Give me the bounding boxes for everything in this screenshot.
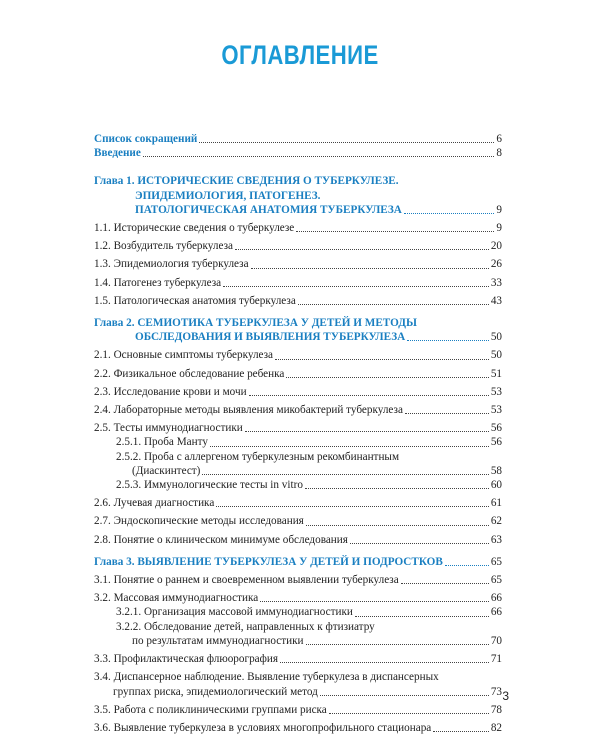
toc-entry[interactable]: 3.5. Работа с поликлиническими группами риска 78 (94, 703, 502, 716)
toc-subentry[interactable]: 3.2.1. Организация массовой иммунодиагностики 66 (116, 606, 502, 619)
toc-entry[interactable]: 1.5. Патологическая анатомия туберкулеза 43 (94, 294, 502, 307)
toc-entry[interactable]: 1.4. Патогенез туберкулеза 33 (94, 276, 502, 289)
toc-subentry[interactable]: 2.5.2. Проба с аллергеном туберкулезным рекомбинантным (Диаскинтест) 58 (116, 450, 502, 477)
chapter-1-line1: Глава 1. ИСТОРИЧЕСКИЕ СВЕДЕНИЯ О ТУБЕРКУЛЕЗЕ. (94, 175, 399, 188)
toc-entry[interactable]: 1.2. Возбудитель туберкулеза 20 (94, 240, 502, 253)
chapter-2-page: 50 (490, 331, 502, 344)
toc-entry[interactable]: 1.1. Исторические сведения о туберкулезе 9 (94, 222, 502, 235)
toc-entry[interactable]: 3.2. Массовая иммунодиагностика 66 (94, 592, 502, 605)
chapter-2-line2: ОБСЛЕДОВАНИЯ И ВЫЯВЛЕНИЯ ТУБЕРКУЛЕЗА (135, 331, 406, 344)
page-title: ОГЛАВЛЕНИЕ (221, 40, 379, 70)
toc-subentry[interactable]: 2.5.1. Проба Манту 56 (116, 436, 502, 449)
toc-chapter-2[interactable] (94, 316, 502, 344)
toc-subentry[interactable]: 3.2.2. Обследование детей, направленных к фтизиатру по результатам иммунодиагностики 70 (116, 620, 502, 647)
toc-entry[interactable]: 2.8. Понятие о клиническом минимуме обследования 63 (94, 533, 502, 546)
chapter-2-line1: Глава 2. СЕМИОТИКА ТУБЕРКУЛЕЗА У ДЕТЕЙ И МЕТОДЫ (94, 317, 417, 330)
toc-chapter-3[interactable] (94, 555, 502, 569)
table-of-contents (94, 132, 502, 735)
toc-entry[interactable]: 2.7. Эндоскопические методы исследования 62 (94, 515, 502, 528)
toc-entry[interactable]: 3.4. Диспансерное наблюдение. Выявление туберкулеза в диспансерных группах риска, эпидемиологический метод 73 (94, 671, 502, 698)
chapter-1-line2: ЭПИДЕМИОЛОГИЯ, ПАТОГЕНЕЗ. (135, 189, 321, 202)
toc-entry[interactable]: 2.5. Тесты иммунодиагностики 56 (94, 422, 502, 435)
toc-entry[interactable]: 1.3. Эпидемиология туберкулеза 26 (94, 258, 502, 271)
toc-entry[interactable]: 3.3. Профилактическая флюорография 71 (94, 653, 502, 666)
toc-entry[interactable]: 2.1. Основные симптомы туберкулеза 50 (94, 349, 502, 362)
chapter-1-line3: ПАТОЛОГИЧЕСКАЯ АНАТОМИЯ ТУБЕРКУЛЕЗА (135, 203, 402, 216)
toc-chapter-1[interactable] (94, 174, 502, 217)
chapter-3-page: 65 (490, 555, 502, 568)
toc-entry[interactable]: 3.1. Понятие о раннем и своевременном выявлении туберкулеза 65 (94, 574, 502, 587)
toc-subentry[interactable]: 2.5.3. Иммунологические тесты in vitro 60 (116, 479, 502, 492)
toc-entry[interactable]: 3.6. Выявление туберкулеза в условиях многопрофильного стационара 82 (94, 721, 502, 734)
toc-entry[interactable]: 2.3. Исследование крови и мочи 53 (94, 385, 502, 398)
chapter-3-line1: Глава 3. ВЫЯВЛЕНИЕ ТУБЕРКУЛЕЗА У ДЕТЕЙ И ПОДРОСТКОВ (94, 555, 443, 568)
toc-entry-abbreviations[interactable]: Список сокращений 6 (94, 133, 502, 145)
page-number: 3 (502, 689, 509, 703)
toc-entry[interactable]: 2.6. Лучевая диагностика 61 (94, 497, 502, 510)
toc-entry[interactable]: 2.2. Физикальное обследование ребенка 51 (94, 367, 502, 380)
chapter-1-page: 9 (496, 203, 502, 216)
toc-entry[interactable]: 2.4. Лабораторные методы выявления микобактерий туберкулеза 53 (94, 404, 502, 417)
toc-entry-introduction[interactable]: Введение 8 (94, 147, 502, 160)
